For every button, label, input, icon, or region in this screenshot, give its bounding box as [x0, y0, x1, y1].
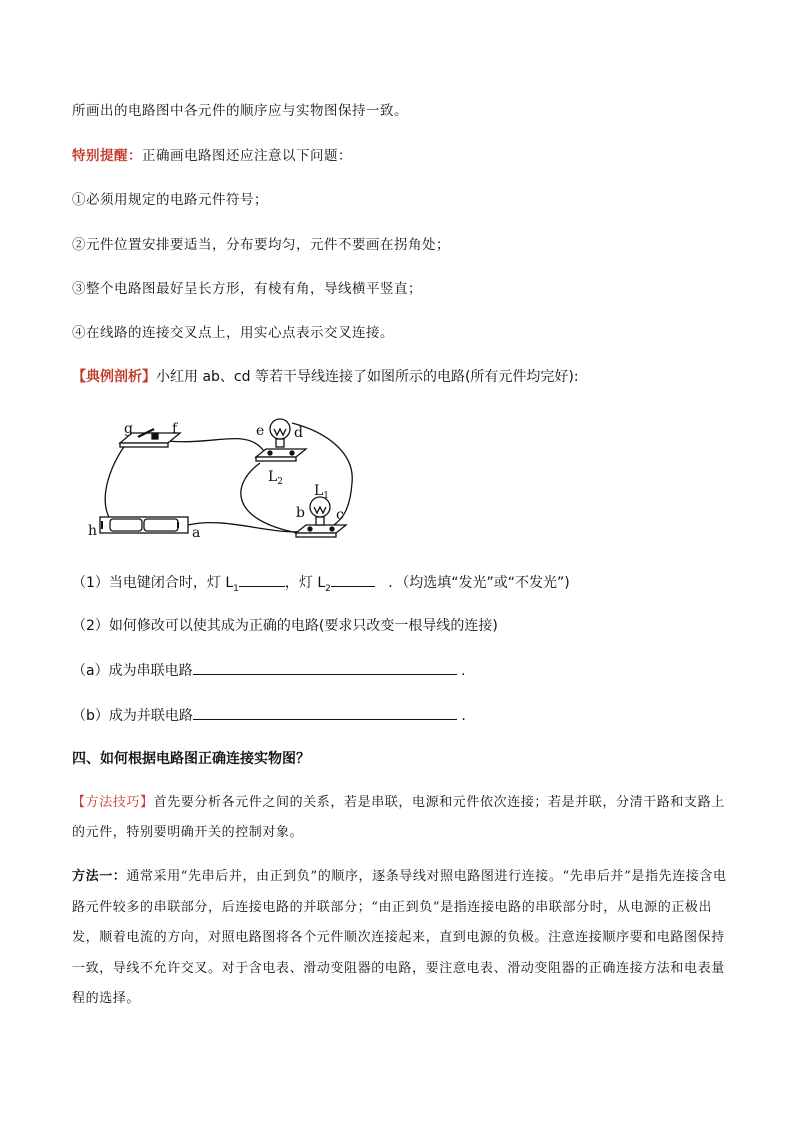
label-g: g [124, 421, 133, 437]
method-label: 【方法技巧】 [72, 795, 154, 810]
label-l1: $L_1$ [314, 483, 330, 501]
question-2b: （b）成为并联电路 . [72, 705, 734, 726]
question-1: （1）当电键闭合时，灯 $L_1$ ，灯 $L_2$ ．（均选填“发光”或“不发光”) [72, 572, 734, 599]
wire-g-h [105, 441, 128, 523]
answer-blank-l2[interactable] [331, 572, 375, 587]
question-2a: （a）成为串联电路 . [72, 660, 734, 681]
label-a: a [192, 525, 201, 541]
wire-f-e [166, 439, 270, 459]
example-line [72, 367, 734, 387]
tip-label: 特别提醒： [72, 148, 142, 164]
label-c: c [336, 507, 344, 523]
rule-4: ④在线路的连接交叉点上，用实心点表示交叉连接。 [72, 325, 394, 341]
method1-text: 通常采用“先串后并，由正到负”的顺序，逐条导线对照电路图进行连接。“先串后并”是指先连接含电路元件较多的串联部分，后连接电路的并联部分；“由正到负”是指连接电路的串联部分时，从电源的正极出发，顺着电流的方向，对照电路图将各个元件顺次连接起来，直到电源的负极。注意连接顺序要和电路图保持一致，导线不允许交叉。对于含电表、滑动变阻器的电路，要注意电表、滑动变阻器的正确连接方法和电表量程的选择。 [72, 869, 727, 1006]
label-l2: $L_2$ [268, 469, 284, 487]
section-heading: 四、如何根据电路图正确连接实物图？ [72, 751, 310, 767]
method-paragraph [72, 788, 732, 848]
tip-text: 正确画电路图还应注意以下问题： [142, 148, 352, 164]
example-label: 【典例剖析】 [72, 369, 156, 385]
answer-blank-series[interactable] [193, 660, 457, 675]
label-f: f [172, 421, 178, 437]
rule-3: ③整个电路图最好呈长方形，有棱有角，导线横平竖直； [72, 281, 422, 297]
rule-2: ②元件位置安排要适当，分布要均匀，元件不要画在拐角处； [72, 237, 450, 253]
tip-line [72, 146, 734, 166]
question-2: （2）如何修改可以使其成为正确的电路(要求只改变一根导线的连接) [72, 618, 498, 634]
lamp-l1-base [296, 525, 346, 533]
answer-blank-l1[interactable] [239, 572, 285, 587]
wire-a-c [188, 523, 316, 532]
method1-label: 方法一： [72, 869, 127, 884]
label-b: b [296, 505, 305, 521]
label-e: e [256, 423, 265, 439]
answer-blank-parallel[interactable] [193, 705, 457, 720]
method-text: 首先要分析各元件之间的关系，若是串联，电源和元件依次连接；若是并联，分清干路和支路上的元件，特别要明确开关的控制对象。 [72, 795, 725, 840]
circuit-figure [80, 405, 380, 550]
lamp-l2-base [256, 449, 306, 457]
intro-line: 所画出的电路图中各元件的顺序应与实物图保持一致。 [72, 103, 408, 119]
label-d: d [294, 425, 303, 441]
rule-1: ①必须用规定的电路元件符号； [72, 192, 268, 208]
example-text: 小红用 ab、cd 等若干导线连接了如图所示的电路(所有元件均完好): [156, 369, 579, 385]
label-h: h [88, 523, 98, 539]
method1-paragraph [72, 862, 732, 1015]
